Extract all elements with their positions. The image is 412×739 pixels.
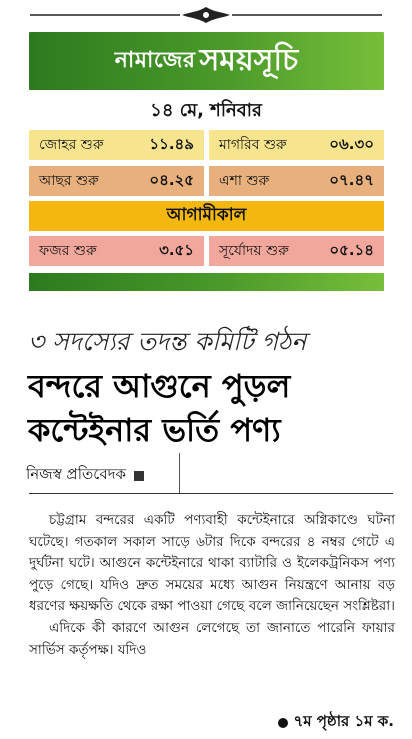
article-body	[29, 510, 395, 661]
banner-title-part2: সময়সূচি	[199, 42, 299, 78]
prayer-label: ফজর শুরু	[39, 243, 97, 259]
byline-divider	[179, 453, 180, 493]
date-line: ১৪ মে, শনিবার	[150, 100, 262, 121]
section-divider	[29, 493, 393, 494]
continued-text: ৭ম পৃষ্ঠার ১ম ক.	[293, 712, 394, 730]
prayer-time: ০৫.১৪	[329, 240, 374, 259]
prayer-cell	[29, 166, 204, 196]
prayer-cell	[209, 236, 384, 266]
headline-line-2: কন্টেইনার ভর্তি পণ্য	[28, 411, 281, 449]
prayer-cell	[29, 130, 204, 160]
banner-bottom-bar	[29, 273, 384, 291]
prayer-label: এশা শুরু	[219, 173, 270, 189]
prayer-label: মাগরিব শুরু	[219, 137, 287, 153]
prayer-cell	[209, 166, 384, 196]
prayer-time: ০৭.৪৭	[329, 170, 374, 189]
tomorrow-heading: আগামীকাল	[29, 201, 384, 231]
prayer-time: ০৪.২৫	[149, 170, 194, 189]
prayer-label: জোহর শুরু	[39, 137, 104, 153]
article-kicker: ৩ সদস্যের তদন্ত কমিটি গঠন	[28, 327, 307, 356]
article-headline	[28, 364, 388, 452]
byline	[26, 463, 144, 488]
article-paragraph: চট্টগ্রাম বন্দরের একটি পণ্যবাহী কন্টেইনারে অগ্নিকাণ্ডে ঘটনা ঘটেছে। গতকাল সকাল সাড়ে ৬টার দিকে বন্দরের ৪ নম্বর গেটে এ দুর্ঘটনা ঘটে। আগুনে কন্টেইনারে থাকা ব্যাটারি ও ইলেকট্রনিকস পণ্য পুড়ে গেছে। যদিও দ্রুত সময়ের মধ্যে আগুন নিয়ন্ত্রণে আনায় বড় ধরণের ক্ষয়ক্ষতি থেকে রক্ষা পাওয়া গেছে বলে জানিয়েছেন সংশ্লিষ্টরা।	[29, 512, 395, 615]
reporter-name: নিজস্ব প্রতিবেদক	[26, 465, 127, 483]
ornament-divider	[30, 4, 382, 26]
banner-title-part1: নামাজের	[114, 47, 196, 73]
today-row-1	[29, 130, 384, 160]
continued-note	[278, 710, 394, 735]
today-row-2	[29, 166, 384, 196]
tomorrow-row	[29, 236, 384, 266]
prayer-cell	[209, 130, 384, 160]
article-paragraph: এদিকে কী কারণে আগুন লেগেছে তা জানাতে পারেনি ফায়ার সার্ভিস কর্তৃপক্ষ। যদিও	[29, 619, 395, 658]
headline-line-1: বন্দরে আগুনে পুড়ল	[28, 367, 291, 405]
prayer-time: ৩.৫১	[159, 240, 194, 259]
prayer-times-banner	[29, 32, 384, 90]
prayer-time: ০৬.৩০	[329, 134, 374, 153]
prayer-label: আছর শুরু	[39, 173, 99, 189]
byline-square-icon	[134, 471, 144, 481]
prayer-label: সূর্যোদয় শুরু	[219, 243, 289, 259]
bullet-dot-icon	[278, 718, 288, 728]
prayer-time: ১১.৪৯	[149, 134, 194, 153]
prayer-cell	[29, 236, 204, 266]
